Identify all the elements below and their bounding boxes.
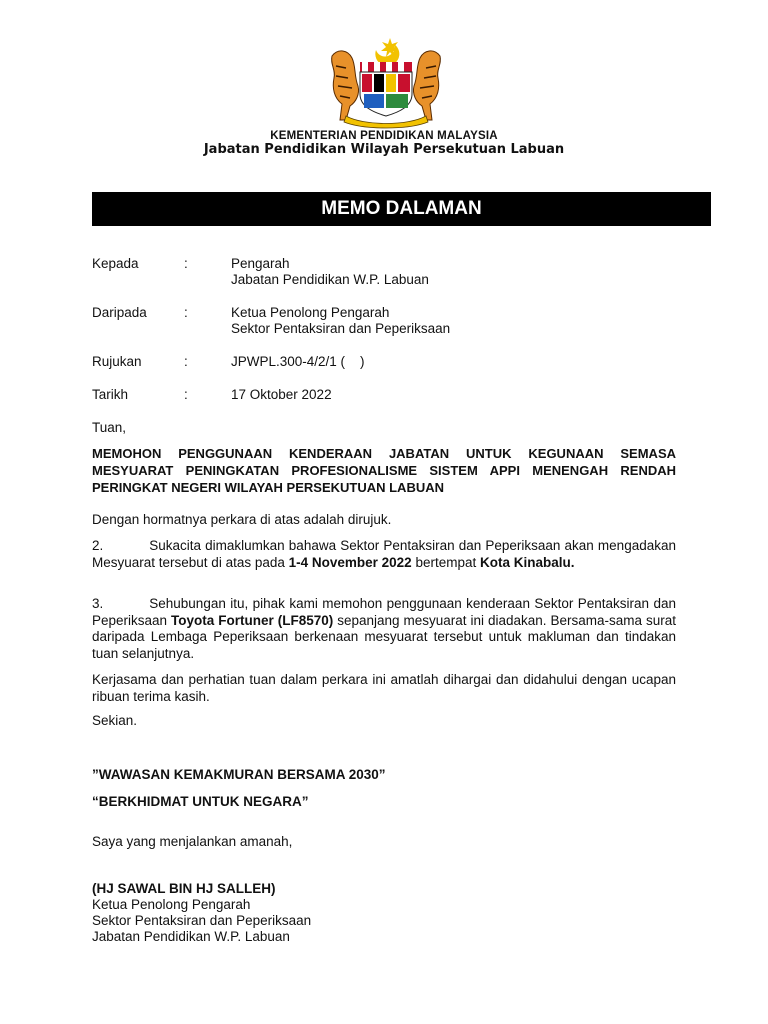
paragraph-number: 3. xyxy=(92,596,104,611)
department-name: Jabatan Pendidikan Wilayah Persekutuan Labuan xyxy=(203,142,565,157)
paragraph-text: sepanjang mesyuarat ini diadakan. Bersama-sama surat daripada Lembaga Peperiksaan berkenaan mesyuarat tersebut untuk makluman dan tindakan tuan selanjutnya. xyxy=(92,612,677,661)
paragraph-number: 2. xyxy=(92,538,104,553)
field-value: Ketua Penolong Pengarah xyxy=(231,305,390,320)
sekian: Sekian. xyxy=(92,713,138,728)
memo-title-banner xyxy=(92,192,711,226)
ministry-name: KEMENTERIAN PENDIDIKAN MALAYSIA xyxy=(270,130,498,142)
paragraph-text: Sehubungan itu, pihak kami memohon penggunaan kenderaan Sektor Pentaksiran dan Peperiksaan xyxy=(92,596,676,628)
meeting-date: 1-4 November 2022 xyxy=(288,554,412,570)
field-label: Rujukan xyxy=(92,354,142,369)
malaysia-coat-of-arms-icon xyxy=(324,36,448,130)
field-label: Kepada xyxy=(92,256,139,271)
closing-paragraph: Kerjasama dan perhatian tuan dalam perkara ini amatlah dihargai dan didahului dengan ucapan ribuan terima kasih. xyxy=(92,672,676,704)
salutation: Tuan, xyxy=(92,420,127,435)
field-value: Pengarah xyxy=(231,256,290,271)
field-colon: : xyxy=(184,387,188,402)
field-label: Tarikh xyxy=(92,387,129,402)
field-colon: : xyxy=(184,256,188,271)
slogan-wawasan: ”WAWASAN KEMAKMURAN BERSAMA 2030” xyxy=(92,767,386,782)
field-colon: : xyxy=(184,354,188,369)
signatory-sector: Sektor Pentaksiran dan Peperiksaan xyxy=(92,913,312,928)
memo-title: MEMO DALAMAN xyxy=(321,198,482,219)
field-value: Sektor Pentaksiran dan Peperiksaan xyxy=(231,321,451,336)
signatory-title: Ketua Penolong Pengarah xyxy=(92,897,251,912)
paragraph-2 xyxy=(92,538,676,571)
field-value: 17 Oktober 2022 xyxy=(231,387,332,402)
field-colon: : xyxy=(184,305,188,320)
paragraph-text: bertempat xyxy=(411,554,480,570)
field-value: JPWPL.300-4/2/1 ( ) xyxy=(231,354,365,369)
vehicle-name: Toyota Fortuner (LF8570) xyxy=(171,612,334,628)
intro-paragraph: Dengan hormatnya perkara di atas adalah dirujuk. xyxy=(92,512,392,527)
meeting-place: Kota Kinabalu. xyxy=(480,554,575,570)
signatory-department: Jabatan Pendidikan W.P. Labuan xyxy=(92,929,290,944)
signatory-name: (HJ SAWAL BIN HJ SALLEH) xyxy=(92,881,276,896)
paragraph-3 xyxy=(92,596,676,662)
field-label: Daripada xyxy=(92,305,147,320)
amanah-line: Saya yang menjalankan amanah, xyxy=(92,834,293,849)
memo-subject: MEMOHON PENGGUNAAN KENDERAAN JABATAN UNTUK KEGUNAAN SEMASA MESYUARAT PENINGKATAN PROFESIONALISME SISTEM APPI MENENGAH RENDAH PERINGKAT NEGERI WILAYAH PERSEKUTUAN LABUAN xyxy=(92,446,676,495)
field-value: Jabatan Pendidikan W.P. Labuan xyxy=(231,272,429,287)
paragraph-text: Sukacita dimaklumkan bahawa Sektor Pentaksiran dan Peperiksaan akan mengadakan Mesyuarat tersebut di atas pada xyxy=(92,538,676,570)
slogan-berkhidmat: “BERKHIDMAT UNTUK NEGARA” xyxy=(92,794,309,809)
